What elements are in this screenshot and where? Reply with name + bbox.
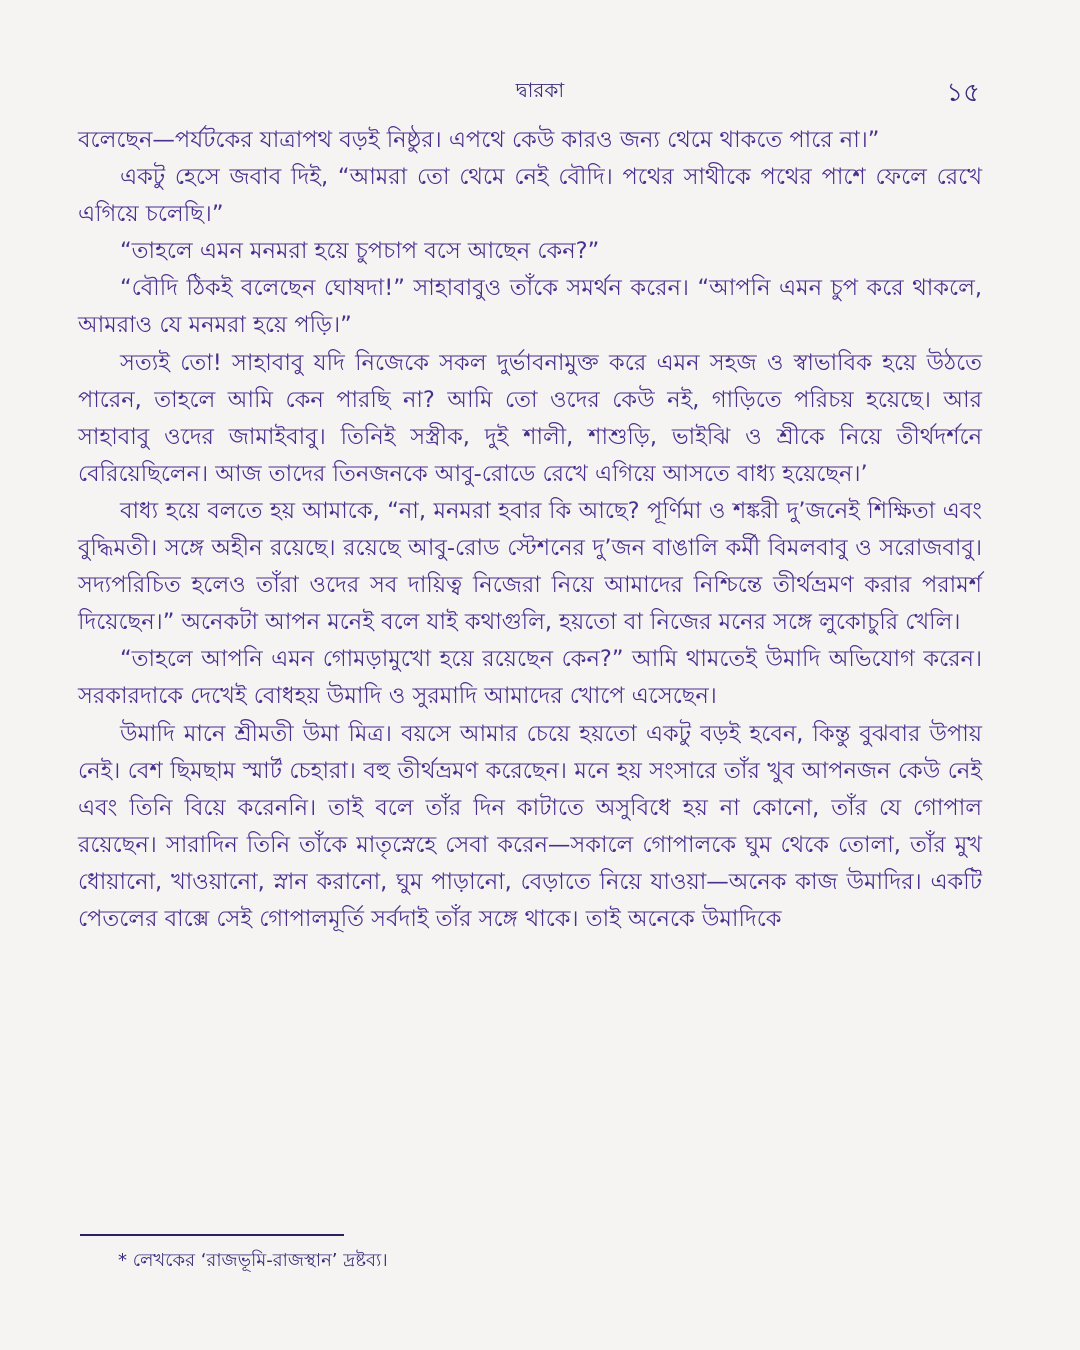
footnote-divider xyxy=(80,1234,344,1236)
paragraph: “তাহলে আপনি এমন গোমড়ামুখো হয়ে রয়েছেন কেন?” আমি থামতেই উমাদি অভিযোগ করেন। সরকারদাকে দেখেই বোধহয় উমাদি ও সুরমাদি আমাদের খোপে এসেছেন। xyxy=(78,646,982,710)
paragraph: বাধ্য হয়ে বলতে হয় আমাকে, “না, মনমরা হবার কি আছে? পূর্ণিমা ও শঙ্করী দু’জনেই শিক্ষিতা এবং বুদ্ধিমতী। সঙ্গে অহীন রয়েছে। রয়েছে আবু-রোড স্টেশনের দু’জন বাঙালি কর্মী বিমলবাবু ও সরোজবাবু। সদ্যপরিচিত হলেও তাঁরা ওদের সব দায়িত্ব নিজেরা নিয়ে আমাদের নিশ্চিন্তে তীর্থভ্রমণ করার পরামর্শ দিয়েছেন।” অনেকটা আপন মনেই বলে যাই কথাগুলি, হয়তো বা নিজের মনের সঙ্গে লুকোচুরি খেলি। xyxy=(78,497,982,636)
paragraph: সত্যই তো! সাহাবাবু যদি নিজেকে সকল দুর্ভাবনামুক্ত করে এমন সহজ ও স্বাভাবিক হয়ে উঠতে পারেন, তাহলে আমি কেন পারছি না? আমি তো ওদের কেউ নই, গাড়িতে পরিচয় হয়েছে। আর সাহাবাবু ওদের জামাইবাবু। তিনিই সস্ত্রীক, দুই শালী, শাশুড়ি, ভাইঝি ও শ্রীকে নিয়ে তীর্থদর্শনে বেরিয়েছিলেন। আজ তাদের তিনজনকে আবু-রোডে রেখে এগিয়ে আসতে বাধ্য হয়েছেন।’ xyxy=(78,349,982,487)
paragraph: উমাদি মানে শ্রীমতী উমা মিত্র। বয়সে আমার চেয়ে হয়তো একটু বড়ই হবেন, কিন্তু বুঝবার উপায় নেই। বেশ ছিমছাম স্মার্ট চেহারা। বহু তীর্থভ্রমণ করেছেন। মনে হয় সংসারে তাঁর খুব আপনজন কেউ নেই এবং তিনি বিয়ে করেননি। তাই বলে তাঁর দিন কাটাতে অসুবিধে হয় না কোনো, তাঁর যে গোপাল রয়েছেন। সারাদিন তিনি তাঁকে মাতৃস্নেহে সেবা করেন—সকালে গোপালকে ঘুম থেকে তোলা, তাঁর মুখ ধোয়ানো, খাওয়ানো, স্নান করানো, ঘুম পাড়ানো, বেড়াতে নিয়ে যাওয়া—অনেক কাজ উমাদির। একটি পেতলের বাক্সে সেই গোপালমূর্তি সর্বদাই তাঁর সঙ্গে থাকে। তাই অনেকে উমাদিকে xyxy=(78,720,982,932)
running-title: দ্বারকা xyxy=(515,78,565,102)
page-number: ১৫ xyxy=(946,78,980,108)
page-header xyxy=(0,72,1080,112)
paragraph: একটু হেসে জবাব দিই, “আমরা তো থেমে নেই বৌদি। পথের সাথীকে পথের পাশে ফেলে রেখে এগিয়ে চলেছি।” xyxy=(78,164,982,228)
paragraph: বলেছেন—পর্যটকের যাত্রাপথ বড়ই নিষ্ঠুর। এপথে কেউ কারও জন্য থেমে থাকতে পারে না।” xyxy=(78,127,880,153)
paragraph: “তাহলে এমন মনমরা হয়ে চুপচাপ বসে আছেন কেন?” xyxy=(120,238,600,265)
body-text xyxy=(78,122,982,938)
footnote: * লেখকের ‘রাজভূমি-রাজস্থান’ দ্রষ্টব্য। xyxy=(118,1250,388,1271)
paragraph: “বৌদি ঠিকই বলেছেন ঘোষদা!” সাহাবাবুও তাঁকে সমর্থন করেন। “আপনি এমন চুপ করে থাকলে, আমরাও যে মনমরা হয়ে পড়ি।” xyxy=(78,275,982,339)
